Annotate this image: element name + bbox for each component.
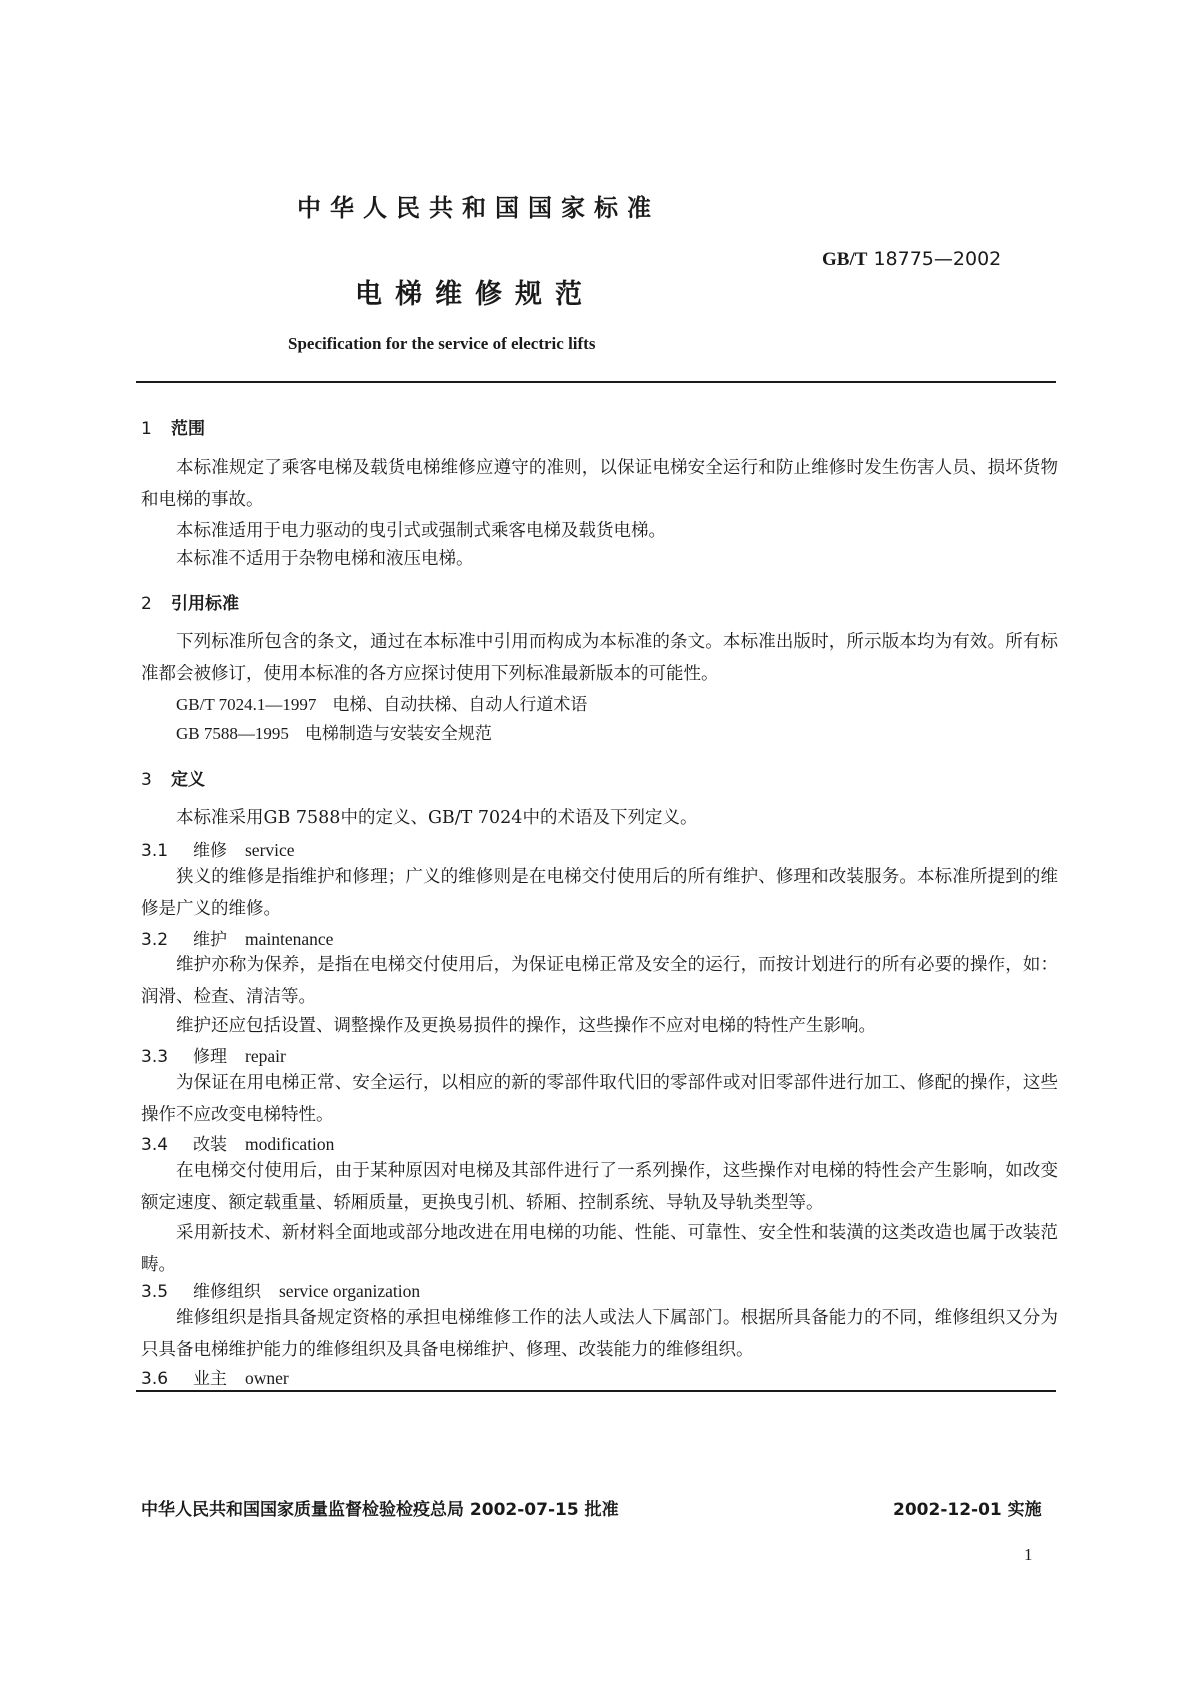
- term-heading: [141, 925, 333, 950]
- term-number: 3.6: [141, 1369, 169, 1389]
- section-number: 3: [141, 770, 152, 790]
- english-title: Specification for the service of electric lifts: [288, 334, 596, 353]
- section-title: 范围: [171, 419, 205, 439]
- reference-code: GB/T 7024.1—1997: [176, 695, 317, 714]
- paragraph: 在电梯交付使用后，由于某种原因对电梯及其部件进行了一系列操作，这些操作对电梯的特性会产生影响，如改变额定速度、额定载重量、轿厢质量，更换曳引机、轿厢、控制系统、导轨及导轨类型等。: [141, 1161, 1058, 1213]
- term-number: 3.2: [141, 930, 169, 950]
- term-number: 3.1: [141, 841, 169, 861]
- term-en: service: [245, 840, 295, 860]
- term-cn: 业主: [193, 1369, 227, 1389]
- term-en: owner: [245, 1368, 289, 1388]
- term-number: 3.3: [141, 1047, 169, 1067]
- paragraph: 本标准适用于电力驱动的曳引式或强制式乘客电梯及载货电梯。: [176, 521, 666, 541]
- document-title: 电梯维修规范: [355, 279, 595, 310]
- paragraph: 下列标准所包含的条文，通过在本标准中引用而构成为本标准的条文。本标准出版时，所示版本均为有效。所有标准都会被修订，使用本标准的各方应探讨使用下列标准最新版本的可能性。: [141, 632, 1058, 684]
- term-cn: 维修组织: [193, 1282, 261, 1302]
- header-divider: [136, 381, 1056, 383]
- section-heading-definitions: [141, 765, 205, 790]
- term-number: 3.5: [141, 1282, 169, 1302]
- term-en: repair: [245, 1046, 286, 1066]
- section-number: 2: [141, 594, 152, 614]
- term-heading: [141, 836, 295, 861]
- reference-item: [176, 719, 492, 744]
- standard-category-title: 中华人民共和国国家标准: [297, 194, 660, 222]
- term-en: maintenance: [245, 929, 334, 949]
- paragraph: 维修组织是指具备规定资格的承担电梯维修工作的法人或法人下属部门。根据所具备能力的不同，维修组织又分为只具备电梯维护能力的维修组织及具备电梯维护、修理、改装能力的维修组织。: [141, 1308, 1058, 1360]
- term-heading: [141, 1277, 420, 1302]
- page-number: 1: [1024, 1545, 1033, 1564]
- paragraph: 狭义的维修是指维护和修理；广义的维修则是在电梯交付使用后的所有维护、修理和改装服务。本标准所提到的维修是广义的维修。: [141, 867, 1058, 919]
- standard-code-number: 18775—2002: [873, 248, 1002, 270]
- term-cn: 修理: [193, 1047, 227, 1067]
- section-title: 引用标准: [171, 594, 239, 614]
- implementation-date: 2002-12-01 实施: [893, 1500, 1042, 1520]
- standard-code: [822, 248, 1001, 271]
- paragraph: 本标准采用GB 7588中的定义、GB/T 7024中的术语及下列定义。: [176, 808, 698, 828]
- term-cn: 维修: [193, 841, 227, 861]
- paragraph: 本标准不适用于杂物电梯和液压电梯。: [176, 549, 474, 569]
- term-cn: 改装: [193, 1135, 227, 1155]
- term-cn: 维护: [193, 930, 227, 950]
- approval-note: 中华人民共和国国家质量监督检验检疫总局 2002-07-15 批准: [141, 1500, 619, 1520]
- term-number: 3.4: [141, 1135, 169, 1155]
- paragraph: 为保证在用电梯正常、安全运行，以相应的新的零部件取代旧的零部件或对旧零部件进行加工、修配的操作，这些操作不应改变电梯特性。: [141, 1073, 1058, 1125]
- paragraph: 维护亦称为保养，是指在电梯交付使用后，为保证电梯正常及安全的运行，而按计划进行的所有必要的操作，如：润滑、检查、清洁等。: [141, 955, 1058, 1007]
- section-title: 定义: [171, 770, 205, 790]
- reference-code: GB 7588—1995: [176, 724, 289, 743]
- paragraph: 本标准规定了乘客电梯及载货电梯维修应遵守的准则，以保证电梯安全运行和防止维修时发生伤害人员、损坏货物和电梯的事故。: [141, 458, 1058, 510]
- term-en: service organization: [279, 1281, 421, 1301]
- reference-title: 电梯、自动扶梯、自动人行道术语: [332, 695, 588, 715]
- section-heading-scope: [141, 414, 205, 439]
- term-en: modification: [245, 1134, 335, 1154]
- paragraph: 采用新技术、新材料全面地或部分地改进在用电梯的功能、性能、可靠性、安全性和装潢的这类改造也属于改装范畴。: [141, 1223, 1058, 1275]
- section-number: 1: [141, 419, 152, 439]
- footer-divider: [136, 1390, 1056, 1392]
- section-heading-references: [141, 589, 239, 614]
- term-heading: [141, 1130, 334, 1155]
- term-heading: [141, 1364, 289, 1389]
- term-heading: [141, 1042, 286, 1067]
- paragraph: 维护还应包括设置、调整操作及更换易损件的操作，这些操作不应对电梯的特性产生影响。: [176, 1016, 876, 1036]
- reference-title: 电梯制造与安装安全规范: [304, 724, 492, 744]
- standard-code-prefix: GB/T: [822, 249, 868, 270]
- reference-item: [176, 690, 587, 715]
